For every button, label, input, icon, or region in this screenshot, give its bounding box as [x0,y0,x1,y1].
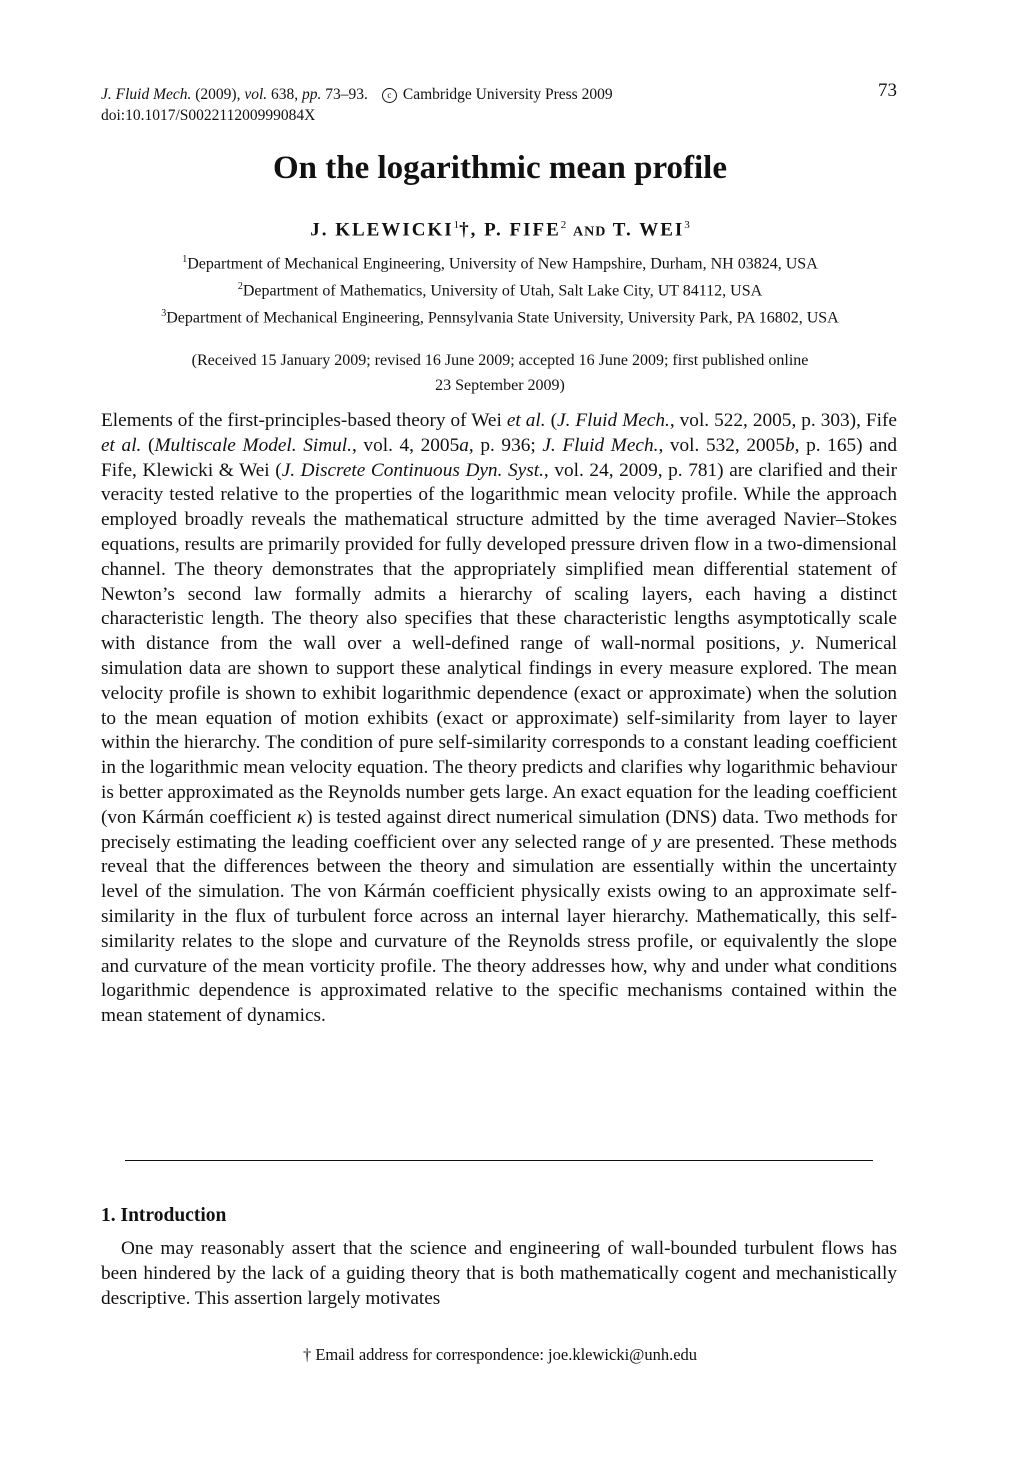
abstract-text: ( [545,410,558,431]
affiliation-3-sup: 3 [161,308,167,319]
affiliation-3 [0,308,1000,327]
section-heading [101,1205,226,1227]
received-line-2: 23 September 2009) [435,377,565,394]
abstract-text: . Numerical simulation data are shown to support these analytical findings in every measure explored. The mean velocity profile is shown to exhibit logarithmic dependence (exact or approximate) when the solution to the mean equation of motion exhibits (exact or approximate) self-similarity from layer to layer within the hierarchy. The condition of pure self-similarity corresponds to a constant leading coefficient in the logarithmic mean velocity equation. The theory predicts and clarifies why logarithmic behaviour is better approximated as the Reynolds number gets large. An exact equation for the leading coefficient (von Kármán coefficient [101,633,897,828]
abstract [101,409,897,1029]
abstract-italic: b [784,434,795,456]
section-number: 1. [101,1205,116,1226]
citation-journal: J. Discrete Continuous Dyn. Syst. [281,459,544,481]
author-3-sup: 3 [684,219,690,231]
received-dates [100,348,900,398]
abstract-italic: et al. [506,410,546,431]
journal-year: (2009), [195,86,241,103]
dagger-mark: †, [459,219,478,241]
math-symbol: κ [296,806,307,828]
citation-journal: J. Fluid Mech. [557,410,670,431]
affiliation-1-text: Department of Mechanical Engineering, University of New Hampshire, Durham, NH 03824, USA [187,255,818,273]
journal-name: J. Fluid Mech. [101,86,192,103]
affiliation-3-text: Department of Mechanical Engineering, Pennsylvania State University, University Park, PA 16802, USA [166,309,839,327]
section-title: Introduction [120,1205,227,1226]
intro-paragraph: One may reasonably assert that the science and engineering of wall-bounded turbulent flows has been hindered by the lack of a guiding theory that is both mathematically cogent and mechanistically descriptive. This assertion largely motivates [101,1238,897,1309]
vol-label: vol. [244,86,268,103]
press-name: Cambridge University Press 2009 [402,86,613,103]
journal-volume: 638, [271,86,299,103]
math-symbol: y [791,633,800,655]
affiliation-1 [0,254,1000,273]
abstract-text: , vol. 532, 2005 [658,434,785,456]
affiliation-2-text: Department of Mathematics, University of Utah, Salt Lake City, UT 84112, USA [242,282,763,300]
abstract-text: , vol. 522, 2005, p. 303), Fife [669,410,897,431]
author-3: T. WEI [612,219,685,241]
abstract-italic: a [459,434,469,456]
received-line-1: (Received 15 January 2009; revised 16 June 2009; accepted 16 June 2009; first published online [191,352,809,369]
abstract-text: , vol. 24, 2009, p. 781) are clarified and their veracity tested relative to the properties of the logarithmic mean velocity profile. While the approach employed broadly reveals the mathematical structure admitted by the time averaged Navier–Stokes equations, results are primarily provided for fully developed pressure driven flow in a two-dimensional channel. The theory demonstrates that the appropriately simplified mean differential statement of Newton’s second law formally admits a hierarchy of scaling layers, each having a distinct characteristic length. The theory also specifies that these characteristic lengths asymptotically scale with distance from the wall over a well-defined range of wall-normal positions, [101,459,897,655]
author-1-sup: 1 [453,219,460,231]
abstract-italic: et al. [101,434,142,456]
author-1: J. KLEWICKI [310,219,454,241]
abstract-text: ) is tested against direct numerical simulation (DNS) data. Two methods for precisely estimating the leading coefficient over any selected range of [101,806,897,853]
citation-journal: J. Fluid Mech. [542,434,659,456]
page-number: 73 [878,80,897,101]
citation-line [101,84,613,105]
footnote: † Email address for correspondence: joe.klewicki@unh.edu [302,1345,698,1364]
paper-title: On the logarithmic mean profile [272,150,727,186]
abstract-text: , p. 165) and Fife, Klewicki & Wei ( [101,434,898,481]
math-symbol: y [652,831,662,853]
author-2-sup: 2 [560,219,567,231]
copyright-icon: c [382,88,397,103]
abstract-text: , p. 936; [468,434,543,456]
journal-pages: 73–93. [325,86,368,103]
pp-label: pp. [302,86,322,103]
divider [125,1160,873,1161]
copyright-notice [382,86,613,103]
abstract-text: are presented. These methods reveal that the differences between the theory and simulation are essentially within the uncertainty level of the simulation. The von Kármán coefficient physically exists owing to an approximate self-similarity in the flux of turbulent force across an internal layer hierarchy. Mathematically, this self-similarity relates to the slope and curvature of the Reynolds stress profile, or equivalently the slope and curvature of the mean vorticity profile. The theory addresses how, why and under what conditions logarithmic dependence is approximated relative to the specific mechanisms contained within the mean statement of dynamics. [101,831,897,1027]
abstract-text: ( [141,434,155,456]
doi: doi:10.1017/S002211200999084X [101,107,316,124]
citation-journal: Multiscale Model. Simul. [154,434,352,456]
journal-citation [101,84,613,126]
affiliation-2 [0,281,1000,300]
author-list [0,219,1000,241]
abstract-text: , vol. 4, 2005 [351,434,460,456]
abstract-text: Elements of the first-principles-based theory of Wei [101,410,507,431]
affiliation-1-sup: 1 [182,254,188,265]
and-word: AND [573,224,607,240]
author-2: P. FIFE [484,219,561,241]
affiliation-2-sup: 2 [237,281,243,292]
